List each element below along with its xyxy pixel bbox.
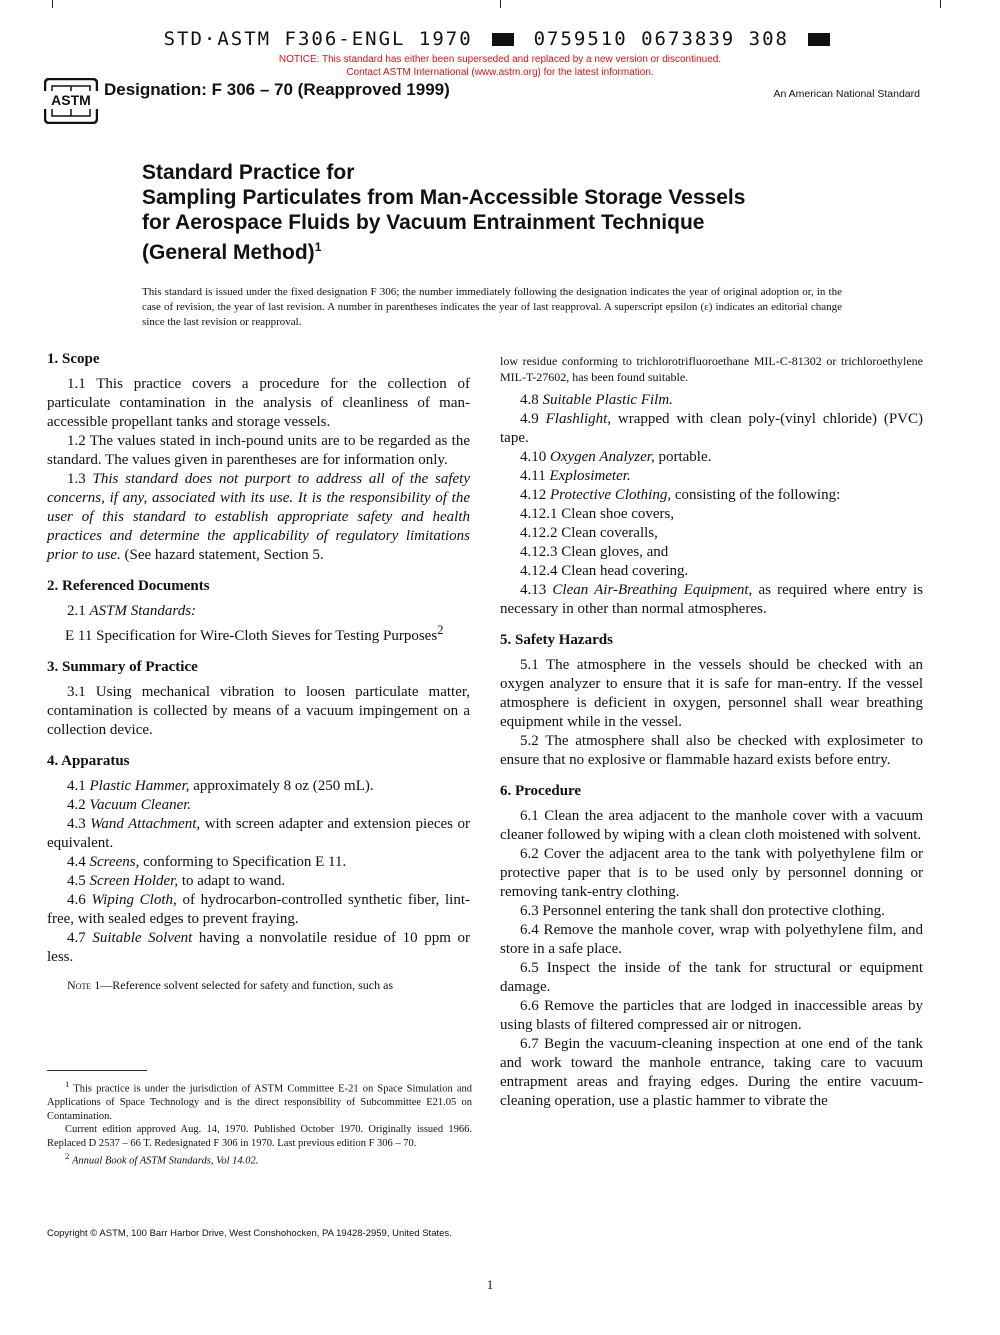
paragraph bbox=[500, 581, 923, 619]
paragraph-number: 4.8 bbox=[520, 392, 539, 408]
apparatus-subitem: 4.12.1 Clean shoe covers, bbox=[520, 506, 675, 522]
item-description: of hydrocarbon-controlled synthetic fiber, lint-free, with sealed edges to prevent fraying. bbox=[47, 892, 470, 927]
apparatus-subitem: 4.12.3 Clean gloves, and bbox=[520, 544, 669, 560]
paragraph: 3.1 Using mechanical vibration to loosen particulate matter, contamination is collected by means of a vacuum impingement on a collection device. bbox=[47, 684, 470, 738]
issued-note: This standard is issued under the fixed designation F 306; the number immediately following the designation indicates the year of original adoption or, in the case of revision, the year of last revision. A number in parentheses indicates the year of last reapproval. A superscript epsilon (ε) indicates an editorial change since the last revision or reapproval. bbox=[142, 286, 842, 328]
procedure-step: 6.4 Remove the manhole cover, wrap with polyethylene film, and store in a safe place. bbox=[500, 922, 923, 957]
item-name: Suitable Plastic Film. bbox=[542, 392, 673, 408]
note-text: —Reference solvent selected for safety and function, such as bbox=[100, 978, 394, 992]
notice-line-2: Contact ASTM International (www.astm.org) for the latest information. bbox=[346, 67, 654, 78]
apparatus-item bbox=[47, 777, 470, 796]
item-name: Wand Attachment, bbox=[90, 816, 201, 832]
paragraph-number: 4.3 bbox=[67, 816, 86, 832]
national-standard-label: An American National Standard bbox=[773, 88, 920, 100]
apparatus-item bbox=[47, 853, 470, 872]
stamp-right: 0759510 0673839 308 bbox=[533, 28, 789, 50]
apparatus-item bbox=[500, 391, 923, 410]
title-line-3: for Aerospace Fluids by Vacuum Entrainment Technique bbox=[142, 211, 705, 234]
crop-mark bbox=[500, 0, 501, 8]
designation: Designation: F 306 – 70 (Reapproved 1999) bbox=[104, 80, 450, 99]
footnote-rule bbox=[47, 1070, 147, 1071]
title-footnote-mark: 1 bbox=[314, 240, 322, 254]
footnote-text: Annual Book of ASTM Standards, Vol 14.02. bbox=[72, 1155, 259, 1167]
paragraph-italic: ASTM Standards: bbox=[89, 603, 197, 619]
item-name: Vacuum Cleaner. bbox=[89, 797, 192, 813]
item-name: Protective Clothing, bbox=[550, 487, 672, 503]
item-description: to adapt to wand. bbox=[178, 873, 286, 889]
section-heading: 1. Scope bbox=[47, 351, 100, 367]
astm-logo-text: ASTM bbox=[44, 91, 98, 109]
paragraph-end: as required where entry is necessary in other than normal atmospheres. bbox=[500, 582, 924, 617]
procedure-step: 6.6 Remove the particles that are lodged in inaccessible areas by using blasts of filtered compressed air or nitrogen. bbox=[500, 998, 923, 1033]
footnote: Current edition approved Aug. 14, 1970. Published October 1970. Originally issued 1966. Replaced D 2537 – 66 T. Redesignated F 306 in 1970. Last previous edition F 306 – 70. bbox=[47, 1124, 472, 1149]
paragraph-italic: Clean Air-Breathing Equipment, bbox=[552, 582, 753, 598]
procedure-step: 6.3 Personnel entering the tank shall don protective clothing. bbox=[520, 903, 885, 919]
procedure-list bbox=[500, 807, 923, 1111]
paragraph-number: 4.9 bbox=[520, 411, 539, 427]
stamp-bar bbox=[808, 33, 830, 46]
footnote bbox=[47, 1078, 472, 1123]
apparatus-item bbox=[500, 486, 923, 505]
paragraph: 5.1 The atmosphere in the vessels should be checked with an oxygen analyzer to ensure that it is safe for man-entry. If the vessel atmosphere is deficient in oxygen, personnel shall wear breathing equipment while in the vessel. bbox=[500, 657, 923, 730]
note-label: Note 1 bbox=[67, 978, 101, 992]
stamp-left: STD·ASTM F306-ENGL 1970 bbox=[163, 28, 473, 50]
crop-mark bbox=[940, 0, 941, 8]
paragraph: 5.2 The atmosphere shall also be checked with explosimeter to ensure that no explosive or flammable hazard exists before entry. bbox=[500, 733, 923, 768]
copyright: Copyright © ASTM, 100 Barr Harbor Drive, West Conshohocken, PA 19428-2959, United States. bbox=[47, 1228, 452, 1239]
procedure-step: 6.5 Inspect the inside of the tank for structural or equipment damage. bbox=[500, 960, 923, 995]
crop-mark bbox=[52, 0, 53, 8]
note-continuation: low residue conforming to trichlorotrifluoroethane MIL-C-81302 or trichloroethylene MIL-T-27602, has been found suitable. bbox=[500, 354, 923, 384]
paragraph-number: 2.1 bbox=[67, 603, 86, 619]
section-heading: 3. Summary of Practice bbox=[47, 659, 198, 675]
item-name: Screen Holder, bbox=[89, 873, 179, 889]
paragraph bbox=[47, 470, 470, 565]
item-name: Suitable Solvent bbox=[92, 930, 193, 946]
apparatus-item bbox=[47, 929, 470, 967]
paragraph-end: (See hazard statement, Section 5. bbox=[124, 547, 324, 563]
title-line-1: Standard Practice for bbox=[142, 161, 355, 184]
item-description: having a nonvolatile residue of 10 ppm or less. bbox=[47, 930, 471, 965]
apparatus-sublist bbox=[500, 505, 923, 581]
item-name: Explosimeter. bbox=[549, 468, 631, 484]
right-column bbox=[500, 353, 923, 1111]
item-name: Plastic Hammer, bbox=[89, 778, 190, 794]
stamp-bar bbox=[492, 33, 514, 46]
section-heading: 6. Procedure bbox=[500, 783, 582, 799]
item-name: Flashlight, bbox=[545, 411, 612, 427]
item-description: conforming to Specification E 11. bbox=[139, 854, 347, 870]
item-description: portable. bbox=[654, 449, 712, 465]
title-line-4: (General Method) bbox=[142, 241, 315, 264]
document-stamp bbox=[0, 28, 1000, 50]
apparatus-item bbox=[500, 467, 923, 486]
paragraph bbox=[47, 602, 470, 621]
paragraph-number: 4.10 bbox=[520, 449, 547, 465]
item-description: approximately 8 oz (250 mL). bbox=[189, 778, 374, 794]
footnote-text: This practice is under the jurisdiction of ASTM Committee E-21 on Space Simulation and Applications of Space Technology and is the direct responsibility of Subcommittee E21.05 on Contamination. bbox=[47, 1083, 473, 1122]
section-heading: 4. Apparatus bbox=[47, 753, 130, 769]
section-heading: 2. Referenced Documents bbox=[47, 578, 210, 594]
title-line-2: Sampling Particulates from Man-Accessible Storage Vessels bbox=[142, 186, 746, 209]
note bbox=[47, 977, 470, 993]
procedure-step: 6.1 Clean the area adjacent to the manhole cover with a vacuum cleaner followed by wiping with a clean cloth moistened with solvent. bbox=[500, 808, 923, 843]
footnote-mark: 2 bbox=[437, 623, 444, 637]
paragraph: 1.2 The values stated in inch-pound units are to be regarded as the standard. The values given in parentheses are for information only. bbox=[47, 433, 470, 468]
section-heading: 5. Safety Hazards bbox=[500, 632, 613, 648]
item-name: Screens, bbox=[89, 854, 140, 870]
paragraph-number: 4.4 bbox=[67, 854, 86, 870]
paragraph-number: 4.1 bbox=[67, 778, 86, 794]
footnote bbox=[47, 1150, 472, 1168]
paragraph-number: 4.12 bbox=[520, 487, 547, 503]
reference-text: E 11 Specification for Wire-Cloth Sieves for Testing Purposes bbox=[65, 628, 438, 644]
left-column bbox=[47, 350, 470, 993]
footnotes bbox=[47, 1078, 472, 1168]
apparatus-item bbox=[500, 448, 923, 467]
paragraph-number: 1.3 bbox=[67, 471, 86, 487]
apparatus-item bbox=[500, 410, 923, 448]
item-description: consisting of the following: bbox=[671, 487, 841, 503]
paragraph-number: 4.6 bbox=[67, 892, 86, 908]
footnote-mark: 1 bbox=[65, 1079, 70, 1089]
paragraph-number: 4.2 bbox=[67, 797, 86, 813]
page-number: 1 bbox=[486, 1277, 494, 1292]
apparatus-list bbox=[47, 777, 470, 967]
item-name: Wiping Cloth, bbox=[91, 892, 177, 908]
paragraph-number: 4.13 bbox=[520, 582, 547, 598]
procedure-step: 6.7 Begin the vacuum-cleaning inspection at one end of the tank and work toward the manhole entrance, taking care to vacuum entrapment areas and fraying edges. During the entire vacuum-cleaning operation, use a plastic hammer to vibrate the bbox=[500, 1036, 923, 1109]
paragraph: 1.1 This practice covers a procedure for the collection of particulate contamination in the analysis of cleanliness of man-accessible propellant tanks and storage vessels. bbox=[47, 376, 470, 430]
apparatus-item bbox=[47, 815, 470, 853]
apparatus-item bbox=[47, 796, 470, 815]
apparatus-subitem: 4.12.4 Clean head covering. bbox=[520, 563, 689, 579]
apparatus-item bbox=[47, 891, 470, 929]
astm-logo bbox=[44, 78, 98, 124]
item-description: wrapped with clean poly-(vinyl chloride) (PVC) tape. bbox=[500, 411, 923, 446]
reference-item bbox=[47, 621, 470, 646]
item-description: with screen adapter and extension pieces or equivalent. bbox=[47, 816, 470, 851]
notice-line-1: NOTICE: This standard has either been superseded and replaced by a new version or discontinued. bbox=[278, 54, 722, 65]
item-name: Oxygen Analyzer, bbox=[550, 449, 655, 465]
paragraph-italic: This standard does not purport to address all of the safety concerns, if any, associated with its use. It is the responsibility of the user of this standard to establish appropriate safety and health practices and determine the applicability of regulatory limitations prior to use. bbox=[47, 471, 471, 563]
page-title bbox=[142, 160, 862, 265]
footnote-mark: 2 bbox=[65, 1151, 70, 1161]
paragraph-number: 4.11 bbox=[520, 468, 546, 484]
apparatus-list-continued bbox=[500, 391, 923, 505]
procedure-step: 6.2 Cover the adjacent area to the tank with polyethylene film or protective paper that is to be used only by personnel donning or removing tank-entry clothing. bbox=[500, 846, 923, 900]
apparatus-subitem: 4.12.2 Clean coveralls, bbox=[520, 525, 658, 541]
paragraph-number: 4.5 bbox=[67, 873, 86, 889]
apparatus-item bbox=[47, 872, 470, 891]
paragraph-number: 4.7 bbox=[67, 930, 86, 946]
